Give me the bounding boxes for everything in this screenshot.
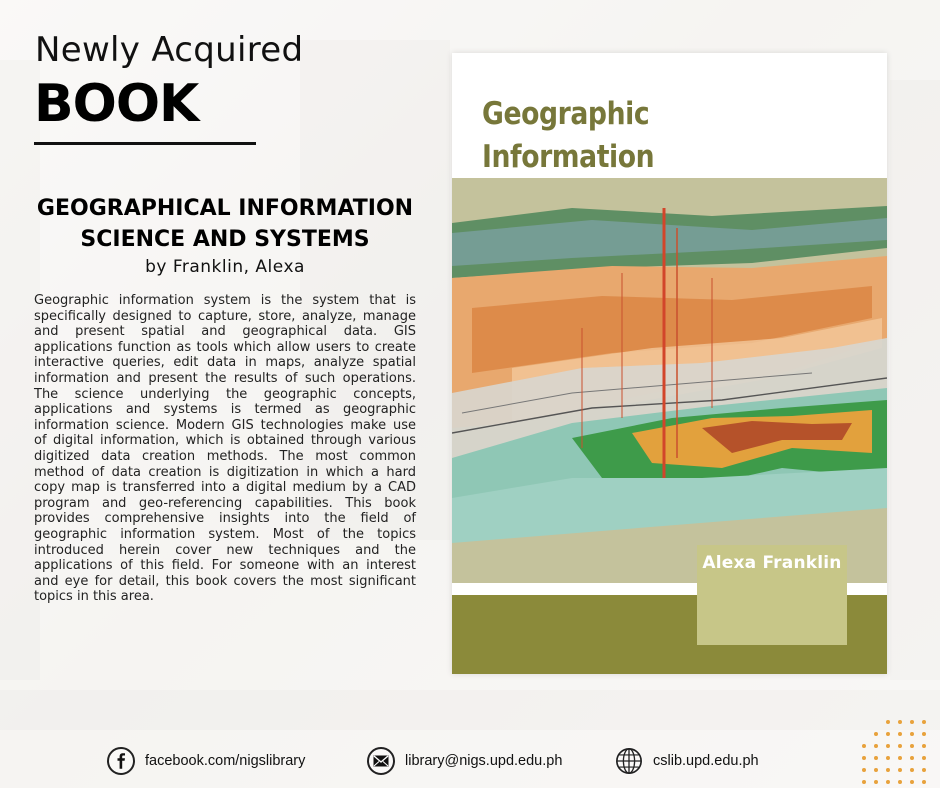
cover-terrain-illustration xyxy=(452,178,887,583)
facebook-contact[interactable] xyxy=(107,745,305,777)
facebook-icon xyxy=(107,747,135,775)
decorative-dots xyxy=(862,720,940,788)
envelope-icon xyxy=(367,747,395,775)
website-contact[interactable] xyxy=(615,745,759,777)
email-contact[interactable] xyxy=(367,745,562,777)
header-kicker: Newly Acquired xyxy=(35,30,304,70)
facebook-link[interactable]: facebook.com/nigslibrary xyxy=(145,753,306,769)
book-description: Geographic information system is the system that is specifically designed to capture, store, analyze, manage and present spatial and geographical data. GIS applications function as tools which allow users to create interactive queries, edit data in maps, analyze spatial information and present the results of such operations. The science underlying the geographic concepts, applications and systems is termed as geographic information science. Modern GIS technologies make use of digital information, which is obtained through various digitized data creation methods. The most common method of data creation is digitization in which a hard copy map is transferred into a digital medium by a CAD program and geo-referencing capabilities. This book provides comprehensive insights into the field of geographic information system. Most of the topics introduced herein cover new techniques and the applications of this field. For someone with an interest and eye for detail, this book covers the most significant topics in this area. xyxy=(34,293,416,605)
book-cover xyxy=(452,53,887,674)
cover-title-line-1: Geographic Information xyxy=(482,96,655,175)
header-title: BOOK xyxy=(34,74,199,134)
email-link[interactable]: library@nigs.upd.edu.ph xyxy=(405,753,563,769)
book-author: by Franklin, Alexa xyxy=(145,257,305,277)
cover-author: Alexa Franklin xyxy=(702,553,842,573)
header-divider xyxy=(34,142,256,145)
globe-icon xyxy=(615,747,643,775)
website-link[interactable]: cslib.upd.edu.ph xyxy=(653,753,759,769)
book-title: GEOGRAPHICAL INFORMATION SCIENCE AND SYSTEMS xyxy=(36,196,414,252)
